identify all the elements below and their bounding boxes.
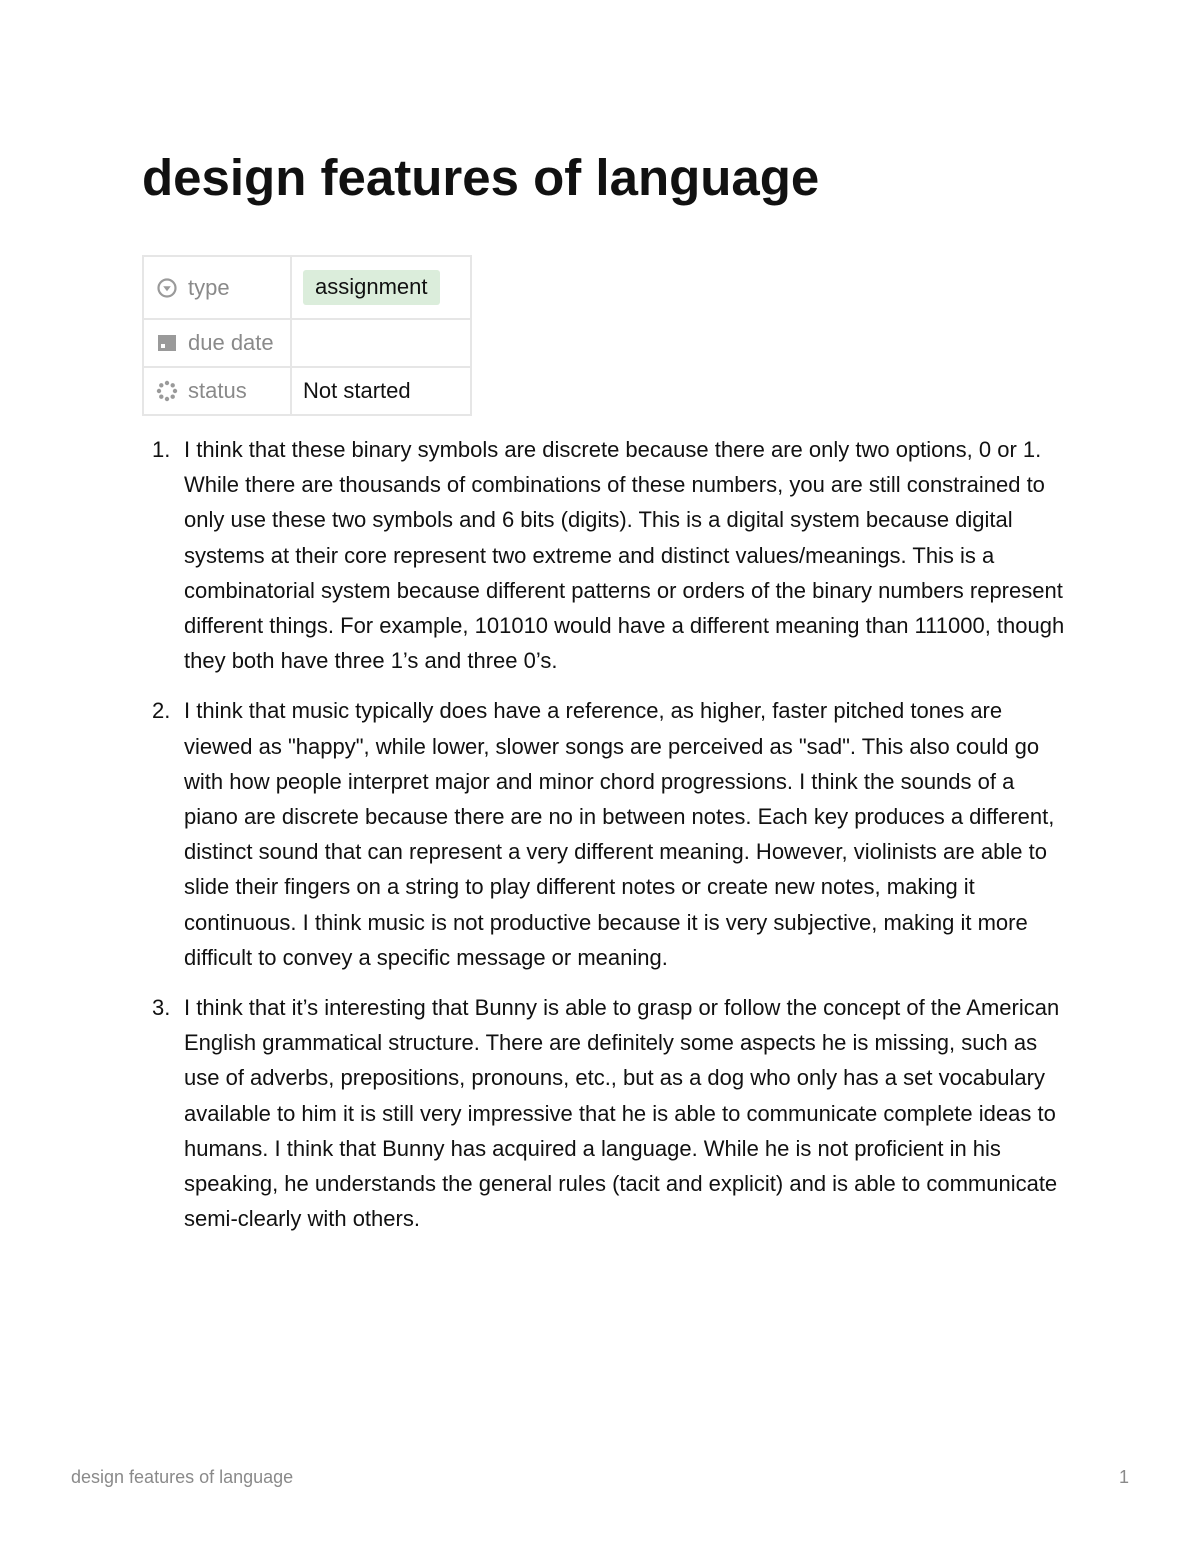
list-item bbox=[142, 432, 1067, 678]
list-item bbox=[142, 693, 1067, 975]
property-key-cell bbox=[143, 367, 291, 415]
property-value-type bbox=[292, 270, 470, 305]
calendar-icon bbox=[156, 332, 178, 354]
property-key-cell bbox=[143, 256, 291, 319]
list-item-number: 2. bbox=[152, 698, 171, 724]
list-item-number: 3. bbox=[152, 995, 171, 1021]
list-item-number: 1. bbox=[152, 437, 171, 462]
property-value-status: Not started bbox=[303, 378, 411, 403]
property-value-cell[interactable] bbox=[291, 256, 471, 319]
list-item-text: I think that these binary symbols are discrete because there are only two options, 0 or 1. While there are thousands of combinations of these numbers, you are still constrained to only use these two symbols and 6 bits (digits). This is a digital system because digital systems at their core represent two extreme and distinct values/meanings. This is a combinatorial system because different patterns or orders of the binary numbers represent different things. For example, 101010 would have a different meaning than 111000, though they both have three 1’s and three 0’s. bbox=[184, 437, 1065, 674]
list-item-text: I think that it’s interesting that Bunny is able to grasp or follow the concept of the American English grammatical structure. There are definitely some aspects he is missing, such as use of adverbs, prepositions, pronouns, etc., but as a dog who only has a set vocabulary available to him it is still very impressive that he is able to communicate complete ideas to humans. I think that Bunny has acquired a language. While he is not proficient in his speaking, he understands the general rules (tacit and explicit) and is able to communicate semi-clearly with others. bbox=[184, 995, 1060, 1232]
property-row-due-date bbox=[143, 319, 471, 367]
property-label: status bbox=[188, 378, 247, 403]
select-icon bbox=[156, 277, 178, 299]
type-tag[interactable]: assignment bbox=[303, 270, 440, 305]
answers-list bbox=[142, 432, 1067, 1251]
property-label: type bbox=[188, 274, 230, 300]
properties-table bbox=[142, 255, 472, 416]
status-spinner-icon bbox=[156, 380, 178, 402]
page-number: 1 bbox=[1118, 1467, 1129, 1487]
list-item-text: I think that music typically does have a reference, as higher, faster pitched tones are viewed as "happy", while lower, slower songs are perceived as "sad". This also could go with how people interpret major and minor chord progressions. I think the sounds of a piano are discrete because there are no in between notes. Each key produces a different, distinct sound that can represent a very different meaning. However, violinists are able to slide their fingers on a string to play different notes or create new notes, making it continuous. I think music is not productive because it is very subjective, making it more difficult to convey a specific message or meaning. bbox=[184, 698, 1055, 970]
property-key-status bbox=[144, 378, 290, 404]
property-row-type bbox=[143, 256, 471, 319]
property-key-due-date bbox=[144, 330, 290, 356]
property-value-cell[interactable] bbox=[291, 319, 471, 367]
property-key-type bbox=[144, 275, 290, 301]
page-title: design features of language bbox=[142, 149, 820, 206]
property-value-cell[interactable] bbox=[291, 367, 471, 415]
property-row-status bbox=[143, 367, 471, 415]
property-label: due date bbox=[188, 330, 274, 355]
property-key-cell bbox=[143, 319, 291, 367]
footer-title: design features of language bbox=[71, 1467, 294, 1487]
list-item bbox=[142, 990, 1067, 1236]
